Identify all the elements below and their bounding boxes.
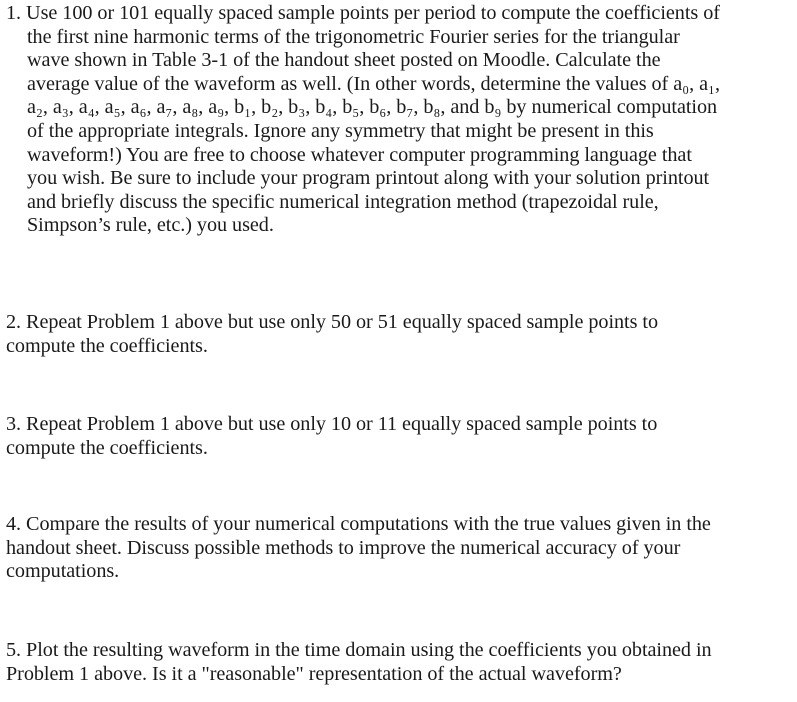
problem-4-line-1: 4. Compare the results of your numerical computations with the true values given in the — [6, 513, 711, 535]
problem-1-line-3: wave shown in Table 3-1 of the handout sheet posted on Moodle. Calculate the — [27, 49, 661, 72]
problem-5 — [6, 639, 792, 686]
problem-2-line-2: compute the coefficients. — [6, 334, 208, 357]
problem-1-line-2: the first nine harmonic terms of the trigonometric Fourier series for the triangular — [27, 25, 680, 48]
problem-5-line-1: 5. Plot the resulting waveform in the time domain using the coefficients you obtained in — [6, 639, 712, 661]
problem-1-line-8: you wish. Be sure to include your program printout along with your solution printout — [27, 167, 710, 190]
problem-1-line-6: of the appropriate integrals. Ignore any symmetry that might be present in this — [27, 119, 654, 142]
problem-1-line-7: waveform!) You are free to choose whatever computer programming language that — [27, 143, 692, 166]
problem-4 — [6, 513, 792, 584]
problem-1-line-10: Simpson’s rule, etc.) you used. — [27, 214, 274, 237]
problem-1-line-4: average value of the waveform as well. (In other words, determine the values of a₀, a₁, — [27, 72, 721, 95]
problem-4-line-3: computations. — [6, 560, 120, 583]
problem-1-line-9: and briefly discuss the specific numerical integration method (trapezoidal rule, — [27, 190, 659, 213]
problem-5-line-2: Problem 1 above. Is it a "reasonable" representation of the actual waveform? — [6, 662, 622, 685]
problem-3-line-1: 3. Repeat Problem 1 above but use only 10 or 11 equally spaced sample points to — [6, 413, 658, 435]
problem-2 — [6, 311, 792, 358]
problem-3 — [6, 413, 792, 460]
problem-1-line-1: 1. Use 100 or 101 equally spaced sample points per period to compute the coefficients of — [6, 2, 720, 24]
problem-2-line-1: 2. Repeat Problem 1 above but use only 50 or 51 equally spaced sample points to — [6, 311, 659, 333]
problem-4-line-2: handout sheet. Discuss possible methods to improve the numerical accuracy of your — [6, 536, 681, 559]
problem-1-line-5: a₂, a₃, a₄, a₅, a₆, a₇, a₈, a₉, b₁, b₂, b₃, b₄, b₅, b₆, b₇, b₈, and b₉ by numerical computation — [27, 96, 718, 119]
problem-3-line-2: compute the coefficients. — [6, 436, 208, 459]
problem-1 — [6, 2, 792, 238]
